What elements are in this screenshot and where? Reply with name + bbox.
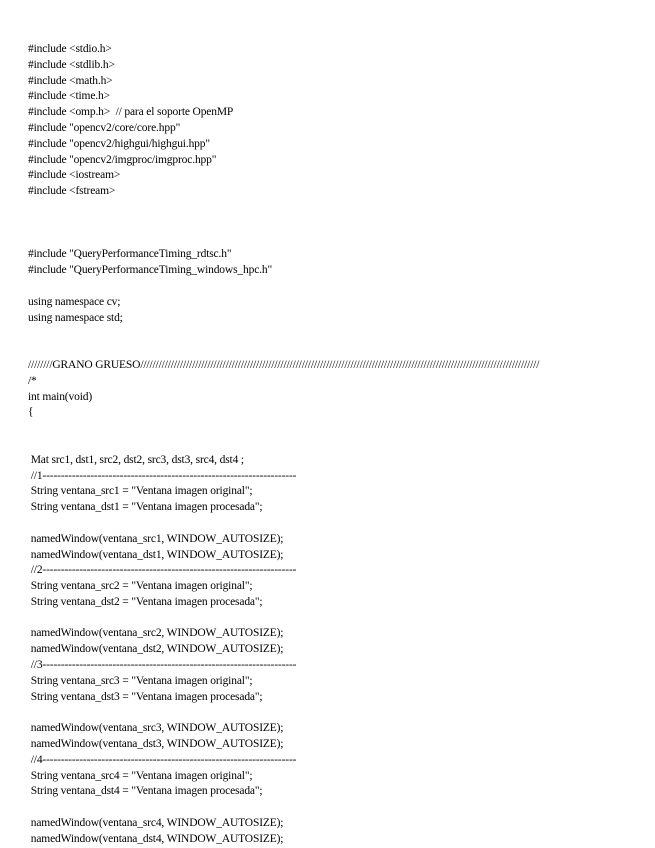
code-line-brace-open: { <box>28 406 34 419</box>
blank-line <box>28 326 628 342</box>
code-line-string-dst4: String ventana_dst4 = "Ventana imagen procesada"; <box>28 785 263 798</box>
blank-line <box>28 232 628 248</box>
code-line-include-time: #include <time.h> <box>28 90 110 103</box>
blank-line <box>28 342 628 358</box>
code-line-window-src4: namedWindow(ventana_src4, WINDOW_AUTOSIZE); <box>28 817 284 830</box>
code-line-include-fstream: #include <fstream> <box>28 185 116 198</box>
code-line-include-iostream: #include <iostream> <box>28 169 121 182</box>
code-line-separator-1: //1--------------------------------------------------------------------- <box>28 469 297 482</box>
blank-line <box>28 421 628 437</box>
code-line-include-highgui: #include "opencv2/highgui/highgui.hpp" <box>28 137 210 150</box>
blank-line <box>28 800 628 816</box>
blank-line <box>28 705 628 721</box>
blank-line <box>28 516 628 532</box>
blank-line <box>28 216 628 232</box>
code-line-include-stdio: #include <stdio.h> <box>28 43 112 55</box>
code-line-string-src3: String ventana_src3 = "Ventana imagen original"; <box>28 674 253 687</box>
code-line-include-math: #include <math.h> <box>28 74 113 87</box>
code-line-window-dst4: namedWindow(ventana_dst4, WINDOW_AUTOSIZE); <box>28 832 284 845</box>
blank-line <box>28 200 628 216</box>
code-line-string-dst2: String ventana_dst2 = "Ventana imagen procesada"; <box>28 595 263 608</box>
code-line-separator-3: //3--------------------------------------------------------------------- <box>28 659 297 672</box>
code-line-string-src1: String ventana_src1 = "Ventana imagen original"; <box>28 485 253 498</box>
code-line-using-cv: using namespace cv; <box>28 295 121 308</box>
code-line-window-dst1: namedWindow(ventana_dst1, WINDOW_AUTOSIZE); <box>28 548 284 561</box>
code-line-window-dst2: namedWindow(ventana_dst2, WINDOW_AUTOSIZE); <box>28 643 284 656</box>
code-line-using-std: using namespace std; <box>28 311 123 324</box>
code-listing <box>28 42 628 848</box>
code-line-include-core: #include "opencv2/core/core.hpp" <box>28 121 181 134</box>
code-line-main-signature: int main(void) <box>28 390 93 403</box>
blank-line <box>28 437 628 453</box>
code-line-string-dst3: String ventana_dst3 = "Ventana imagen procesada"; <box>28 690 263 703</box>
code-line-include-timing-rdtsc: #include "QueryPerformanceTiming_rdtsc.h" <box>28 248 232 261</box>
code-line-separator-4: //4--------------------------------------------------------------------- <box>28 753 297 766</box>
code-line-banner: ////////GRANO GRUESO/////////////////////////////////////////////////////////////////////////////////////////////////////////////////////////////////// <box>28 358 540 371</box>
code-line-window-dst3: namedWindow(ventana_dst3, WINDOW_AUTOSIZE); <box>28 738 284 751</box>
code-line-string-src4: String ventana_src4 = "Ventana imagen original"; <box>28 769 253 782</box>
code-line-include-stdlib: #include <stdlib.h> <box>28 58 115 71</box>
code-line-separator-2: //2--------------------------------------------------------------------- <box>28 564 297 577</box>
code-line-window-src1: namedWindow(ventana_src1, WINDOW_AUTOSIZE); <box>28 532 284 545</box>
code-line-mat-decl: Mat src1, dst1, src2, dst2, src3, dst3, src4, dst4 ; <box>28 453 244 466</box>
code-line-window-src2: namedWindow(ventana_src2, WINDOW_AUTOSIZE); <box>28 627 284 640</box>
code-line-include-imgproc: #include "opencv2/imgproc/imgproc.hpp" <box>28 153 217 166</box>
code-line-comment-open: /* <box>28 374 37 387</box>
code-line-string-dst1: String ventana_dst1 = "Ventana imagen procesada"; <box>28 501 263 514</box>
code-line-include-omp: #include <omp.h> // para el soporte OpenMP <box>28 106 234 119</box>
code-line-string-src2: String ventana_src2 = "Ventana imagen original"; <box>28 580 253 593</box>
code-line-window-src3: namedWindow(ventana_src3, WINDOW_AUTOSIZE); <box>28 722 284 735</box>
blank-line <box>28 279 628 295</box>
code-line-include-timing-hpc: #include "QueryPerformanceTiming_windows_hpc.h" <box>28 264 273 277</box>
blank-line <box>28 611 628 627</box>
